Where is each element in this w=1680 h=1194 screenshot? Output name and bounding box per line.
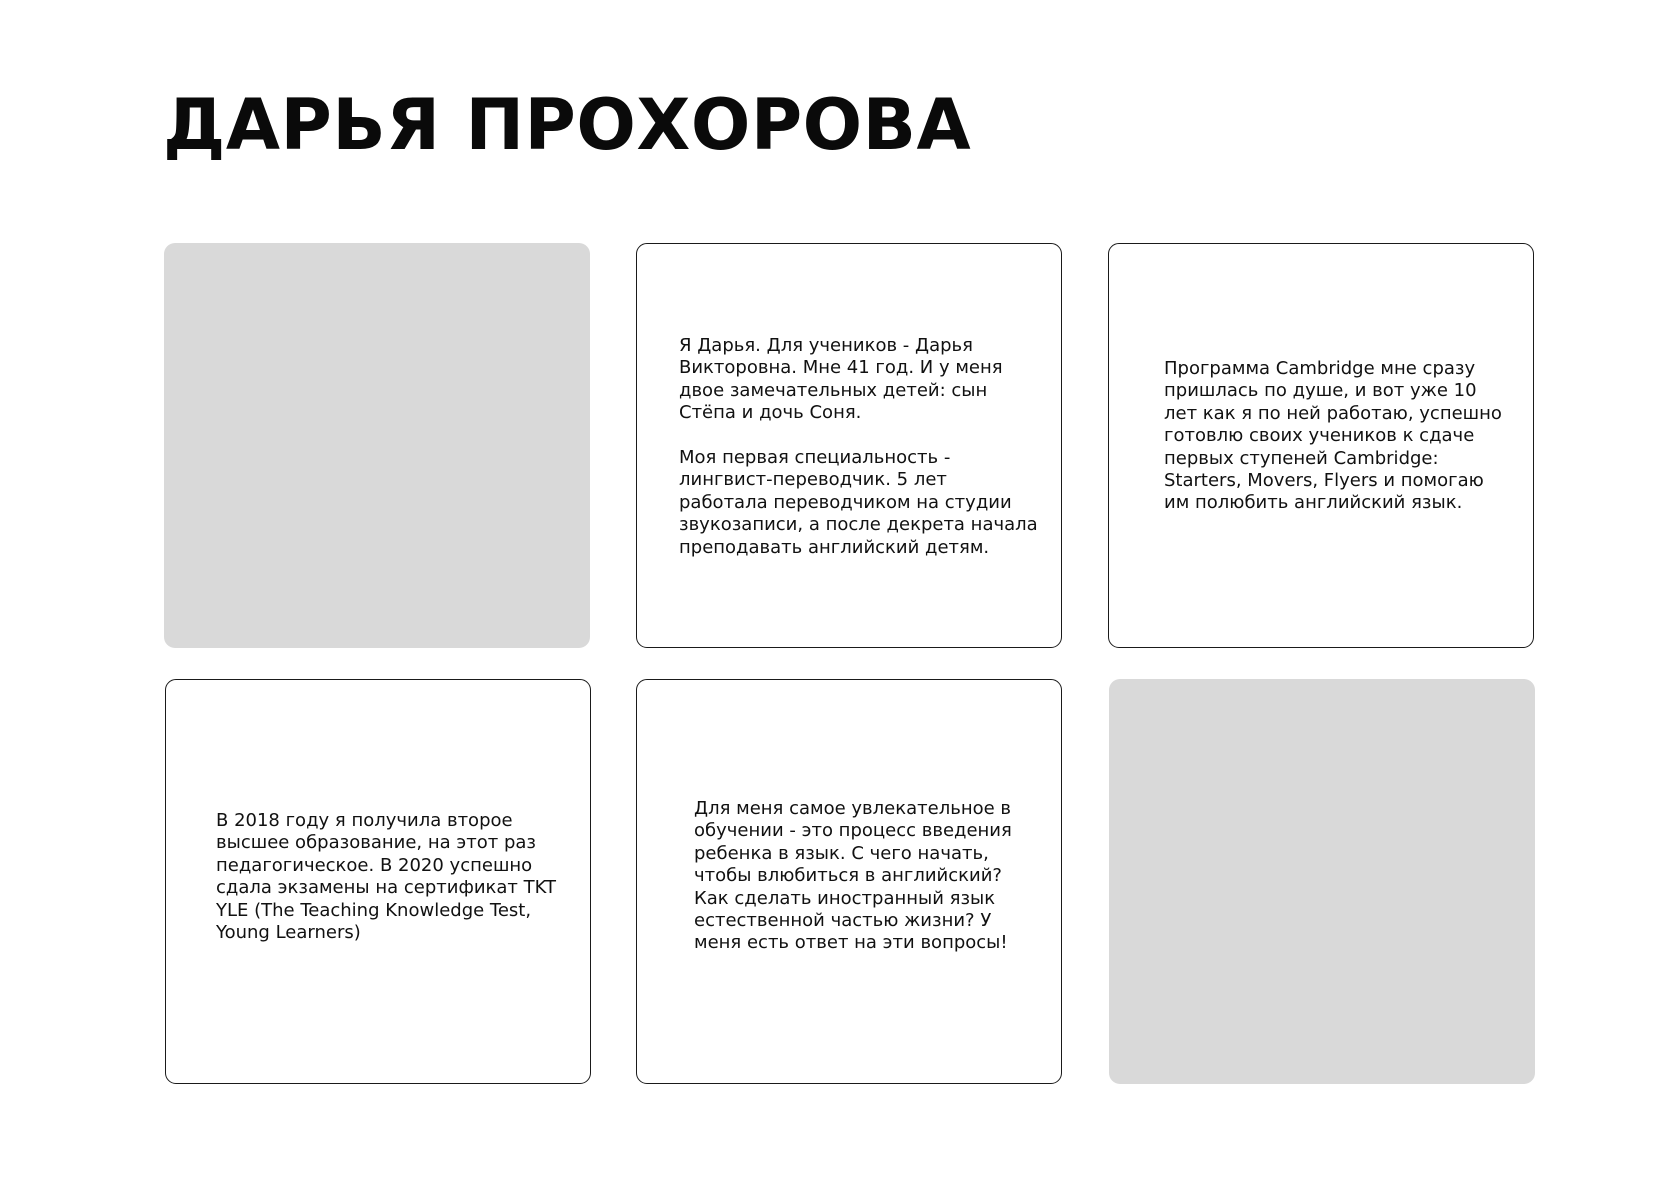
card-approach-text: Для меня самое увлекательное в обучении - это процесс введения ребенка в язык. С чего начать, чтобы влюбиться в английский? Как сделать иностранный язык естественной частью жизни? У меня есть ответ на эти вопросы! [694, 798, 1012, 954]
photo-placeholder-bottom [1109, 679, 1535, 1084]
card-approach [636, 679, 1062, 1084]
photo-placeholder-top [164, 243, 590, 648]
card-about-text: Я Дарья. Для учеников - Дарья Викторовна. Мне 41 год. И у меня двое замечательных детей: сын Стёпа и дочь Соня. Моя первая специальность - лингвист-переводчик. 5 лет работала переводчиком на студии звукозаписи, а после декрета начала преподавать английский детям. [679, 335, 1038, 558]
card-about [636, 243, 1062, 648]
card-education [165, 679, 591, 1084]
card-cambridge-text: Программа Cambridge мне сразу пришлась по душе, и вот уже 10 лет как я по ней работаю, успешно готовлю своих учеников к сдаче первых ступеней Cambridge: Starters, Movers, Flyers и помогаю им полюбить английский язык. [1164, 358, 1502, 514]
card-cambridge [1108, 243, 1534, 648]
card-education-text: В 2018 году я получила второе высшее образование, на этот раз педагогическое. В 2020 успешно сдала экзамены на сертификат TKT YLE (The Teaching Knowledge Test, Young Learners) [216, 810, 557, 944]
page-title: ДАРЬЯ ПРОХОРОВА [163, 84, 972, 166]
